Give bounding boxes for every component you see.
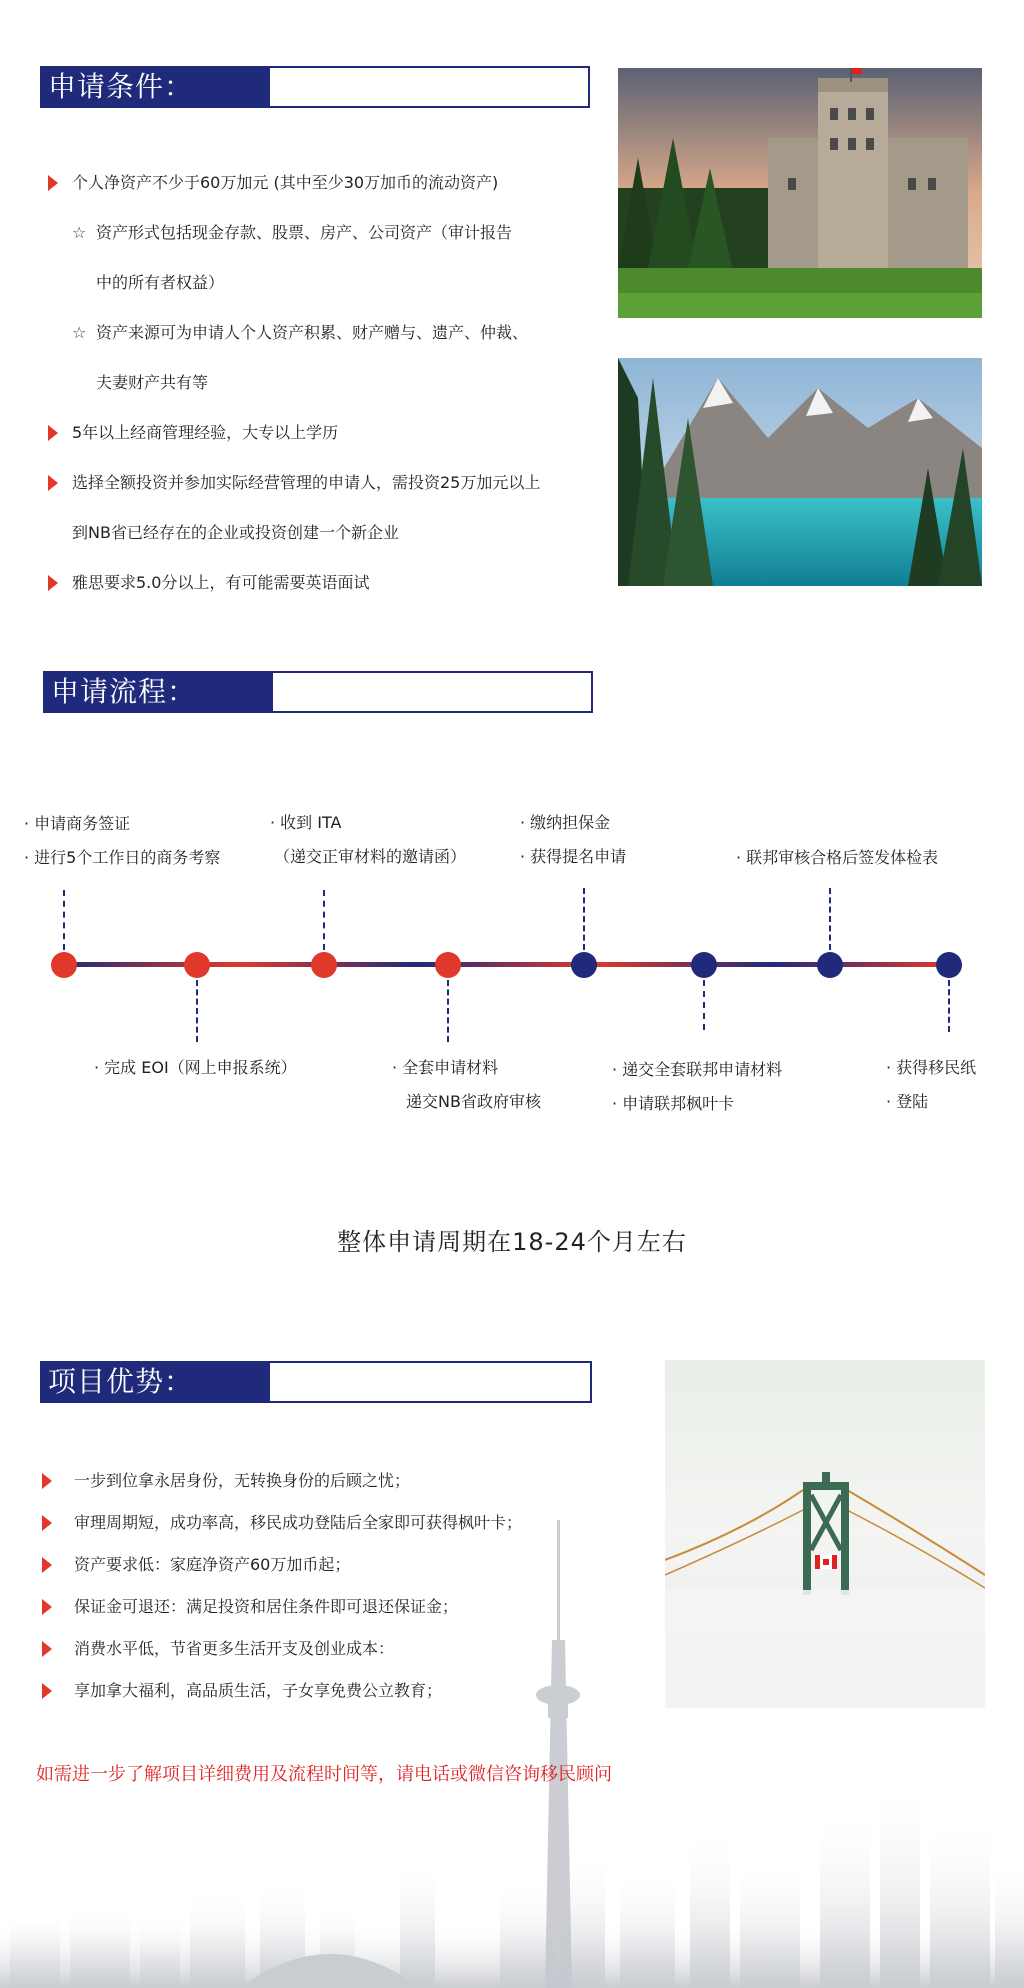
timeline-dot <box>571 952 597 978</box>
list-item <box>40 1670 600 1712</box>
timeline-connector <box>948 980 950 1032</box>
list-item <box>40 1544 600 1586</box>
subitem-line: 中的所有者权益） <box>96 273 225 292</box>
item-text: 到NB省已经存在的企业或投资创建一个新企业 <box>72 523 399 542</box>
timeline-connector <box>829 888 831 950</box>
bullet-triangle-icon <box>42 1515 52 1531</box>
timeline-step-label: · 申请联邦枫叶卡 <box>612 1094 735 1113</box>
item-text: 资产要求低：家庭净资产60万加币起； <box>74 1555 351 1574</box>
timeline-dot <box>184 952 210 978</box>
header-fill <box>273 673 591 711</box>
list-item <box>40 1460 600 1502</box>
item-text: 消费水平低，节省更多生活开支及创业成本： <box>74 1639 395 1658</box>
list-item <box>40 1502 600 1544</box>
requirements-list <box>46 158 606 608</box>
bullet-triangle-icon <box>42 1641 52 1657</box>
item-text: 个人净资产不少于60万加元 (其中至少30万加币的流动资产) <box>72 173 499 192</box>
castle-photo <box>618 68 982 318</box>
timeline-dot <box>936 952 962 978</box>
timeline-connector <box>583 888 585 950</box>
list-subitem <box>46 208 606 308</box>
item-text: 5年以上经商管理经验，大专以上学历 <box>72 423 339 442</box>
section-header-process <box>43 671 593 713</box>
star-icon: ☆ <box>72 323 87 342</box>
timeline-connector <box>703 980 705 1030</box>
subitem-line: 资产形式包括现金存款、股票、房产、公司资产（审计报告 <box>96 223 513 242</box>
item-text: 享加拿大福利，高品质生活，子女享免费公立教育； <box>74 1681 443 1700</box>
timeline-dot <box>817 952 843 978</box>
section-title: 申请流程： <box>45 673 273 711</box>
timeline-step-label: · 申请商务签证 <box>24 814 131 833</box>
timeline-connector <box>196 980 198 1042</box>
bullet-triangle-icon <box>48 575 58 591</box>
bullet-triangle-icon <box>42 1599 52 1615</box>
cycle-summary: 整体申请周期在18-24个月左右 <box>337 1228 687 1256</box>
subitem-line: 资产来源可为申请人个人资产积累、财产赠与、遗产、仲裁、 <box>96 323 529 342</box>
timeline-step-label: · 获得提名申请 <box>520 847 627 866</box>
item-text: 一步到位拿永居身份，无转换身份的后顾之忧； <box>74 1471 411 1490</box>
timeline-step-label: · 联邦审核合格后签发体检表 <box>736 848 939 867</box>
advantages-list <box>40 1460 600 1712</box>
timeline-step-label: · 全套申请材料 <box>392 1058 499 1077</box>
timeline-connector <box>447 980 449 1042</box>
list-subitem <box>46 308 606 408</box>
timeline-dot <box>51 952 77 978</box>
section-header-requirements <box>40 66 590 108</box>
item-text: 选择全额投资并参加实际经营管理的申请人，需投资25万加元以上 <box>72 473 541 492</box>
timeline-connector <box>323 890 325 950</box>
item-text: 审理周期短，成功率高，移民成功登陆后全家即可获得枫叶卡； <box>74 1513 523 1532</box>
bullet-triangle-icon <box>48 475 58 491</box>
header-fill <box>270 68 588 106</box>
bullet-triangle-icon <box>42 1683 52 1699</box>
timeline-connector <box>63 890 65 950</box>
star-icon: ☆ <box>72 223 87 242</box>
list-item <box>46 558 606 608</box>
item-text: 保证金可退还：满足投资和居住条件即可退还保证金； <box>74 1597 459 1616</box>
header-fill <box>270 1363 590 1401</box>
timeline-step-label: · 获得移民纸 <box>886 1058 977 1077</box>
bullet-triangle-icon <box>42 1557 52 1573</box>
bullet-triangle-icon <box>42 1473 52 1489</box>
contact-call-to-action: 如需进一步了解项目详细费用及流程时间等，请电话或微信咨询移民顾问 <box>36 1764 612 1785</box>
bullet-triangle-icon <box>48 175 58 191</box>
list-item <box>46 458 606 558</box>
timeline-step-label: （递交正审材料的邀请函） <box>274 847 467 866</box>
mountain-lake-photo <box>618 358 982 586</box>
section-title: 项目优势： <box>42 1363 270 1401</box>
list-item <box>40 1628 600 1670</box>
timeline-step-label: · 进行5个工作日的商务考察 <box>24 848 221 867</box>
subitem-line: 夫妻财产共有等 <box>96 373 209 392</box>
timeline-dot <box>311 952 337 978</box>
bridge-in-fog-photo <box>665 1360 985 1708</box>
list-item <box>46 158 606 208</box>
timeline-step-label: · 收到 ITA <box>270 813 342 832</box>
list-item <box>46 408 606 458</box>
timeline-step-label: · 递交全套联邦申请材料 <box>612 1060 783 1079</box>
timeline-dot <box>691 952 717 978</box>
list-item <box>40 1586 600 1628</box>
timeline-dot <box>435 952 461 978</box>
timeline-step-label: · 完成 EOI（网上申报系统） <box>94 1058 297 1077</box>
section-title: 申请条件： <box>42 68 270 106</box>
timeline-step-label: · 缴纳担保金 <box>520 813 611 832</box>
timeline-step-label: · 登陆 <box>886 1092 929 1111</box>
bullet-triangle-icon <box>48 425 58 441</box>
item-text: 雅思要求5.0分以上，有可能需要英语面试 <box>72 573 370 592</box>
timeline-step-label: 递交NB省政府审核 <box>406 1092 541 1111</box>
section-header-advantages <box>40 1361 592 1403</box>
